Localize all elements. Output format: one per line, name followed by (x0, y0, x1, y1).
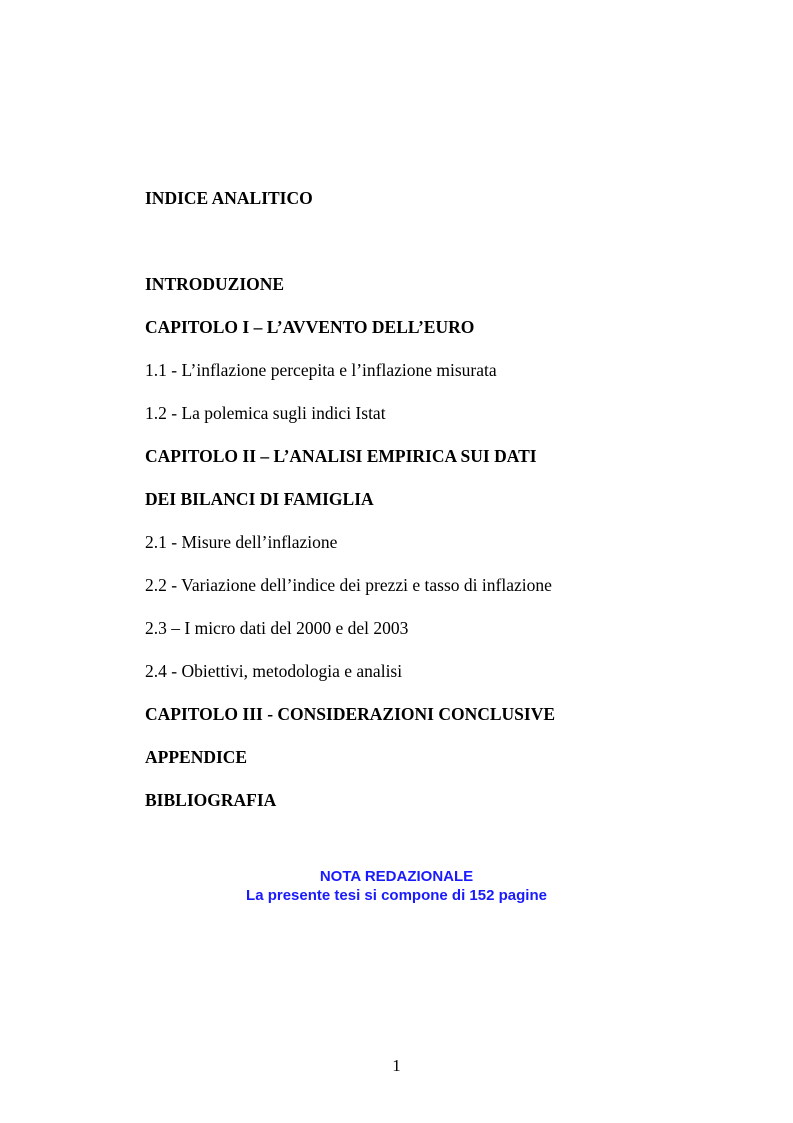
toc-entry-appendix: APPENDICE (145, 747, 248, 767)
editorial-note-text: La presente tesi si compone di 152 pagine (246, 887, 547, 904)
toc-entry-chapter-2-line-2: DEI BILANCI DI FAMIGLIA (145, 489, 374, 509)
toc-heading: INDICE ANALITICO (145, 188, 313, 208)
toc-entry-section-2-3: 2.3 – I micro dati del 2000 e del 2003 (145, 618, 409, 638)
toc-entry-chapter-1: CAPITOLO I – L’AVVENTO DELL’EURO (145, 317, 475, 337)
toc-entry-introduction: INTRODUZIONE (145, 274, 285, 294)
toc-entry-section-1-2: 1.2 - La polemica sugli indici Istat (145, 403, 386, 423)
editorial-note (0, 867, 793, 905)
toc-entry-section-1-1: 1.1 - L’inflazione percepita e l’inflazione misurata (145, 360, 497, 380)
toc-entry-bibliography: BIBLIOGRAFIA (145, 790, 277, 810)
toc-entry-chapter-2-line-1: CAPITOLO II – L’ANALISI EMPIRICA SUI DATI (145, 446, 537, 466)
toc-entry-section-2-2: 2.2 - Variazione dell’indice dei prezzi e tasso di inflazione (145, 575, 552, 595)
toc-entry-section-2-4: 2.4 - Obiettivi, metodologia e analisi (145, 661, 403, 681)
toc-entry-section-2-1: 2.1 - Misure dell’inflazione (145, 532, 338, 552)
editorial-note-title: NOTA REDAZIONALE (319, 868, 474, 885)
toc-entry-chapter-3: CAPITOLO III - CONSIDERAZIONI CONCLUSIVE (145, 704, 556, 724)
page-number: 1 (392, 1056, 401, 1075)
